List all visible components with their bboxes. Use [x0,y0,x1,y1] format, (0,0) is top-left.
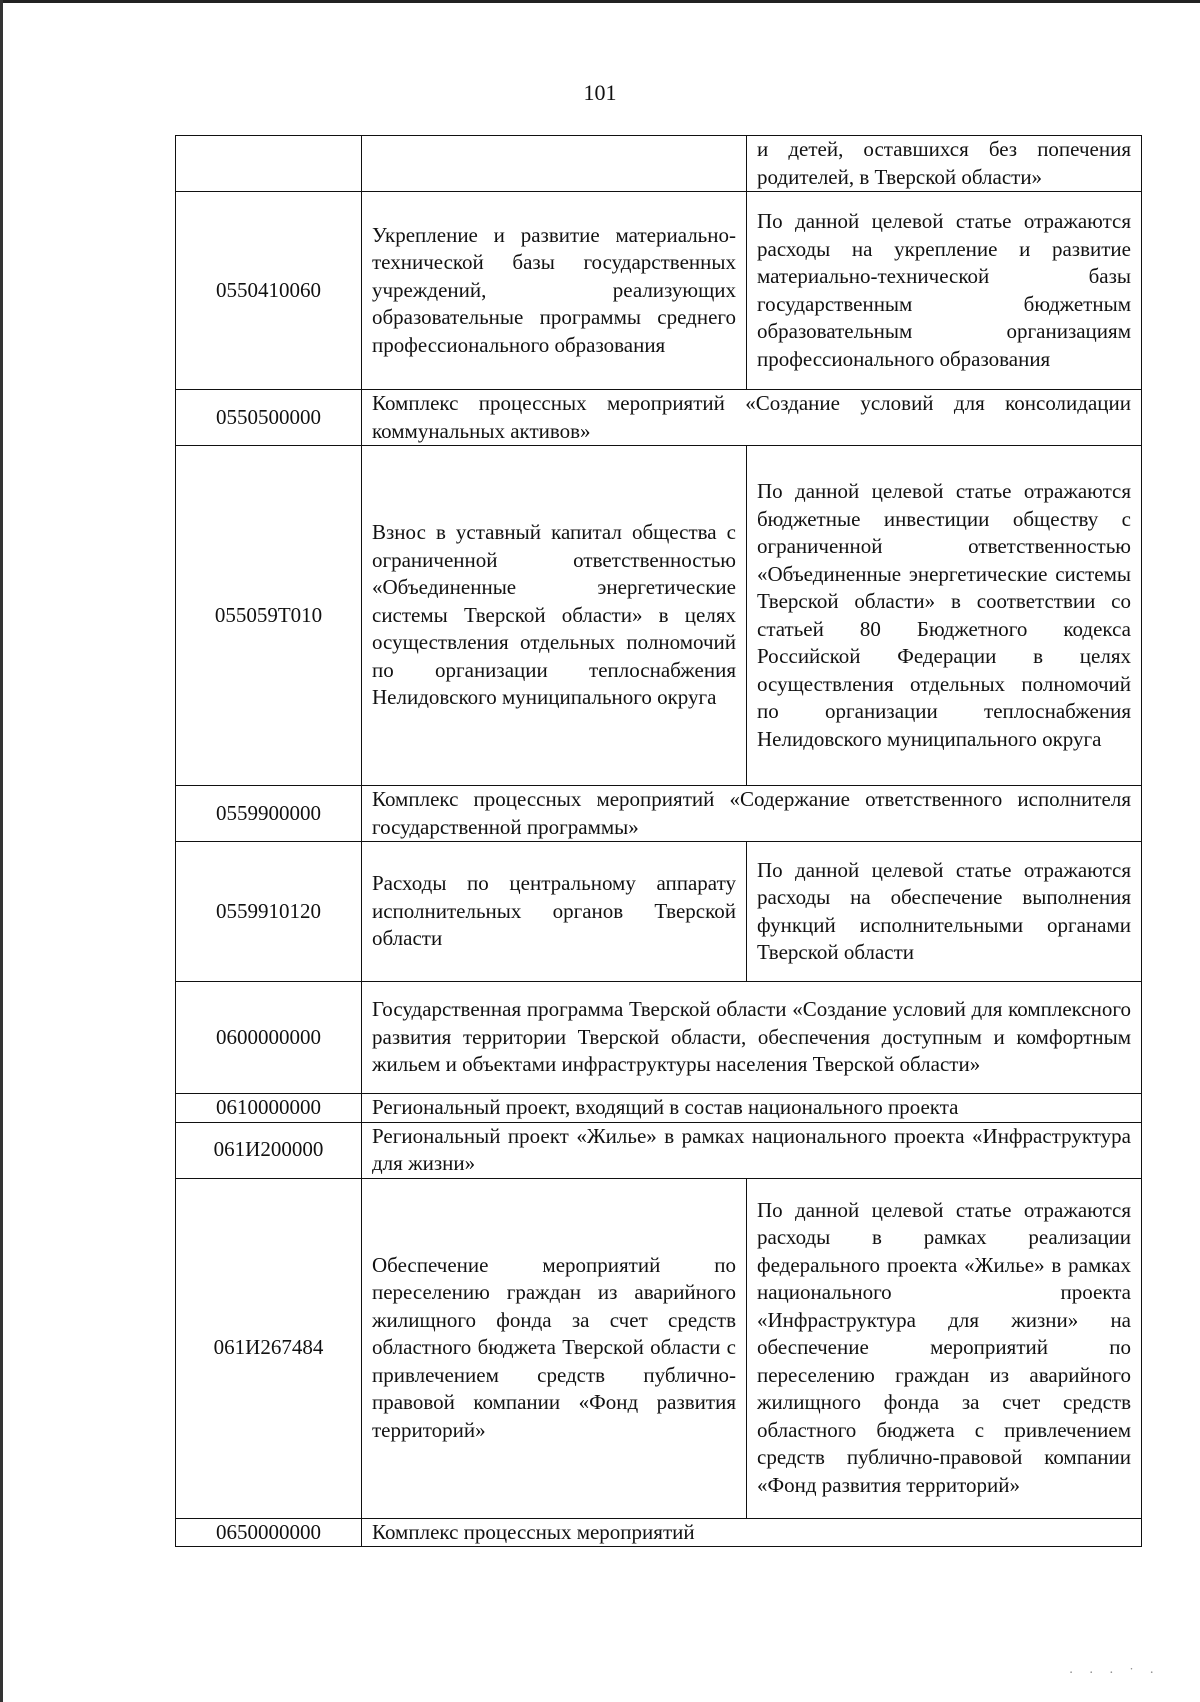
name-cell: Расходы по центральному аппарату исполнительных органов Тверской области [362,842,747,982]
section-title-cell: Региональный проект «Жилье» в рамках национального проекта «Инфраструктура для жизни» [362,1122,1142,1178]
code-cell: 0550500000 [176,390,362,446]
table-row [176,1178,1142,1518]
table-row [176,786,1142,842]
description-cell: и детей, оставшихся без попечения родителей, в Тверской области» [747,136,1142,192]
description-cell: По данной целевой статье отражаются расходы в рамках реализации федерального проекта «Жилье» в рамках национального проекта «Инфраструктура для жизни» на обеспечение мероприятий по переселению граждан из аварийного жилищного фонда за счет средств областного бюджета с привлечением средств публично-правовой компании «Фонд развития территорий» [747,1178,1142,1518]
code-cell: 061И200000 [176,1122,362,1178]
description-cell: По данной целевой статье отражаются бюджетные инвестиции обществу с ограниченной ответственностью «Объединенные энергетические системы Тверской области» в соответствии со статьей 80 Бюджетного кодекса Российской Федерации в целях осуществления отдельных полномочий по организации теплоснабжения Нелидовского муниципального округа [747,446,1142,786]
code-cell: 0600000000 [176,982,362,1094]
section-title-cell: Комплекс процессных мероприятий [362,1518,1142,1547]
code-cell: 0559900000 [176,786,362,842]
name-cell: Укрепление и развитие материально-технической базы государственных учреждений, реализующих образовательные программы среднего профессионального образования [362,192,747,390]
name-cell: Взнос в уставный капитал общества с ограниченной ответственностью «Объединенные энергетические системы Тверской области» в целях осуществления отдельных полномочий по организации теплоснабжения Нелидовского муниципального округа [362,446,747,786]
description-cell: По данной целевой статье отражаются расходы на обеспечение выполнения функций исполнительными органами Тверской области [747,842,1142,982]
table-row [176,390,1142,446]
scan-specks: · · · ˙ · [1068,1666,1160,1681]
code-cell [176,136,362,192]
table-row [176,1518,1142,1547]
page-number: 101 [583,80,617,105]
table-row [176,1122,1142,1178]
description-cell: По данной целевой статье отражаются расходы на укрепление и развитие материально-технической базы государственным бюджетным образовательным организациям профессионального образования [747,192,1142,390]
table-row [176,192,1142,390]
code-cell: 061И267484 [176,1178,362,1518]
scan-edge-left [0,0,3,1702]
section-title-cell: Комплекс процессных мероприятий «Создание условий для консолидации коммунальных активов» [362,390,1142,446]
table-row [176,982,1142,1094]
table-row [176,842,1142,982]
budget-classification-table [175,135,1142,1547]
table-row [176,446,1142,786]
section-title-cell: Государственная программа Тверской области «Создание условий для комплексного развития территории Тверской области, обеспечения доступным и комфортным жильем и объектами инфраструктуры населения Тверской области» [362,982,1142,1094]
name-cell: Обеспечение мероприятий по переселению граждан из аварийного жилищного фонда за счет средств областного бюджета Тверской области с привлечением средств публично-правовой компании «Фонд развития территорий» [362,1178,747,1518]
section-title-cell: Региональный проект, входящий в состав национального проекта [362,1094,1142,1123]
code-cell: 0610000000 [176,1094,362,1123]
code-cell: 055059Т010 [176,446,362,786]
scan-edge-top [0,0,1200,3]
section-title-cell: Комплекс процессных мероприятий «Содержание ответственного исполнителя государственной программы» [362,786,1142,842]
table-row [176,1094,1142,1123]
name-cell [362,136,747,192]
code-cell: 0559910120 [176,842,362,982]
table-row [176,136,1142,192]
code-cell: 0550410060 [176,192,362,390]
code-cell: 0650000000 [176,1518,362,1547]
